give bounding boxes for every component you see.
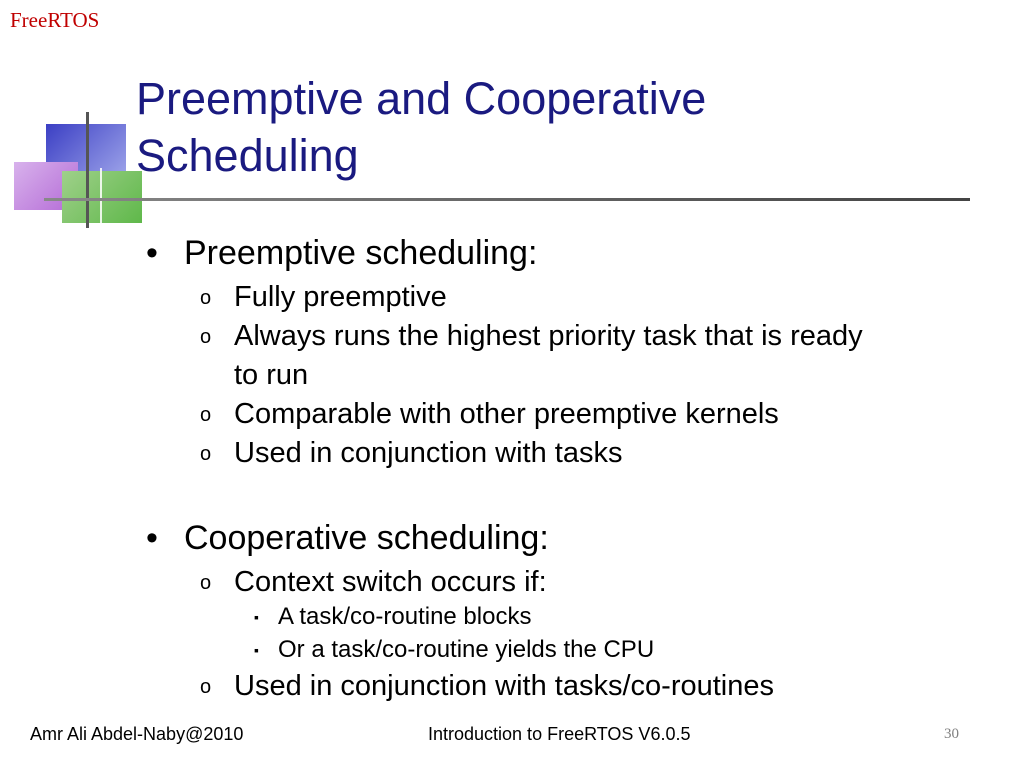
footer-author: Amr Ali Abdel-Naby@2010 [30,724,244,744]
sub-sub-bullet-text: Or a task/co-routine yields the CPU [278,636,655,663]
sub-bullet-text: Fully preemptive [234,281,447,313]
sub-bullet-marker: o [200,326,212,348]
sub-bullet-text [234,317,984,395]
decorative-square-green [62,171,142,223]
sub-bullet-text: Comparable with other preemptive kernels [234,398,779,430]
bullet-marker: • [146,234,158,272]
bullet-label: Cooperative scheduling: [184,519,549,557]
sub-bullet-text: Used in conjunction with tasks/co-routines [234,670,774,702]
sub-sub-bullet-marker: ▪ [254,642,259,658]
sub-bullet-marker: o [200,404,212,426]
slide-title-line2: Scheduling [136,130,359,181]
sub-bullet-marker: o [200,572,212,594]
sub-sub-bullet-marker: ▪ [254,609,259,625]
decorative-vertical-line [86,112,89,228]
sub-bullet-text: Used in conjunction with tasks [234,437,623,469]
bullet-label: Preemptive scheduling: [184,234,538,272]
sub-bullet-marker: o [200,676,212,698]
title-underline [44,198,970,201]
bullet-marker: • [146,519,158,557]
slide-number: 30 [944,726,959,742]
sub-bullet-text-line1: Always runs the highest priority task that is ready [234,320,863,352]
slide-title-line1: Preemptive and Cooperative [136,73,707,124]
sub-bullet-marker: o [200,443,212,465]
sub-sub-bullet-text: A task/co-routine blocks [278,603,532,630]
sub-bullet-marker: o [200,287,212,309]
decorative-vertical-line-light [100,168,102,226]
header-label: FreeRTOS [10,8,100,32]
footer-course-title: Introduction to FreeRTOS V6.0.5 [428,724,691,744]
sub-bullet-text: Context switch occurs if: [234,566,547,598]
sub-bullet-text-line2: to run [234,359,309,391]
slide-title [136,70,706,184]
